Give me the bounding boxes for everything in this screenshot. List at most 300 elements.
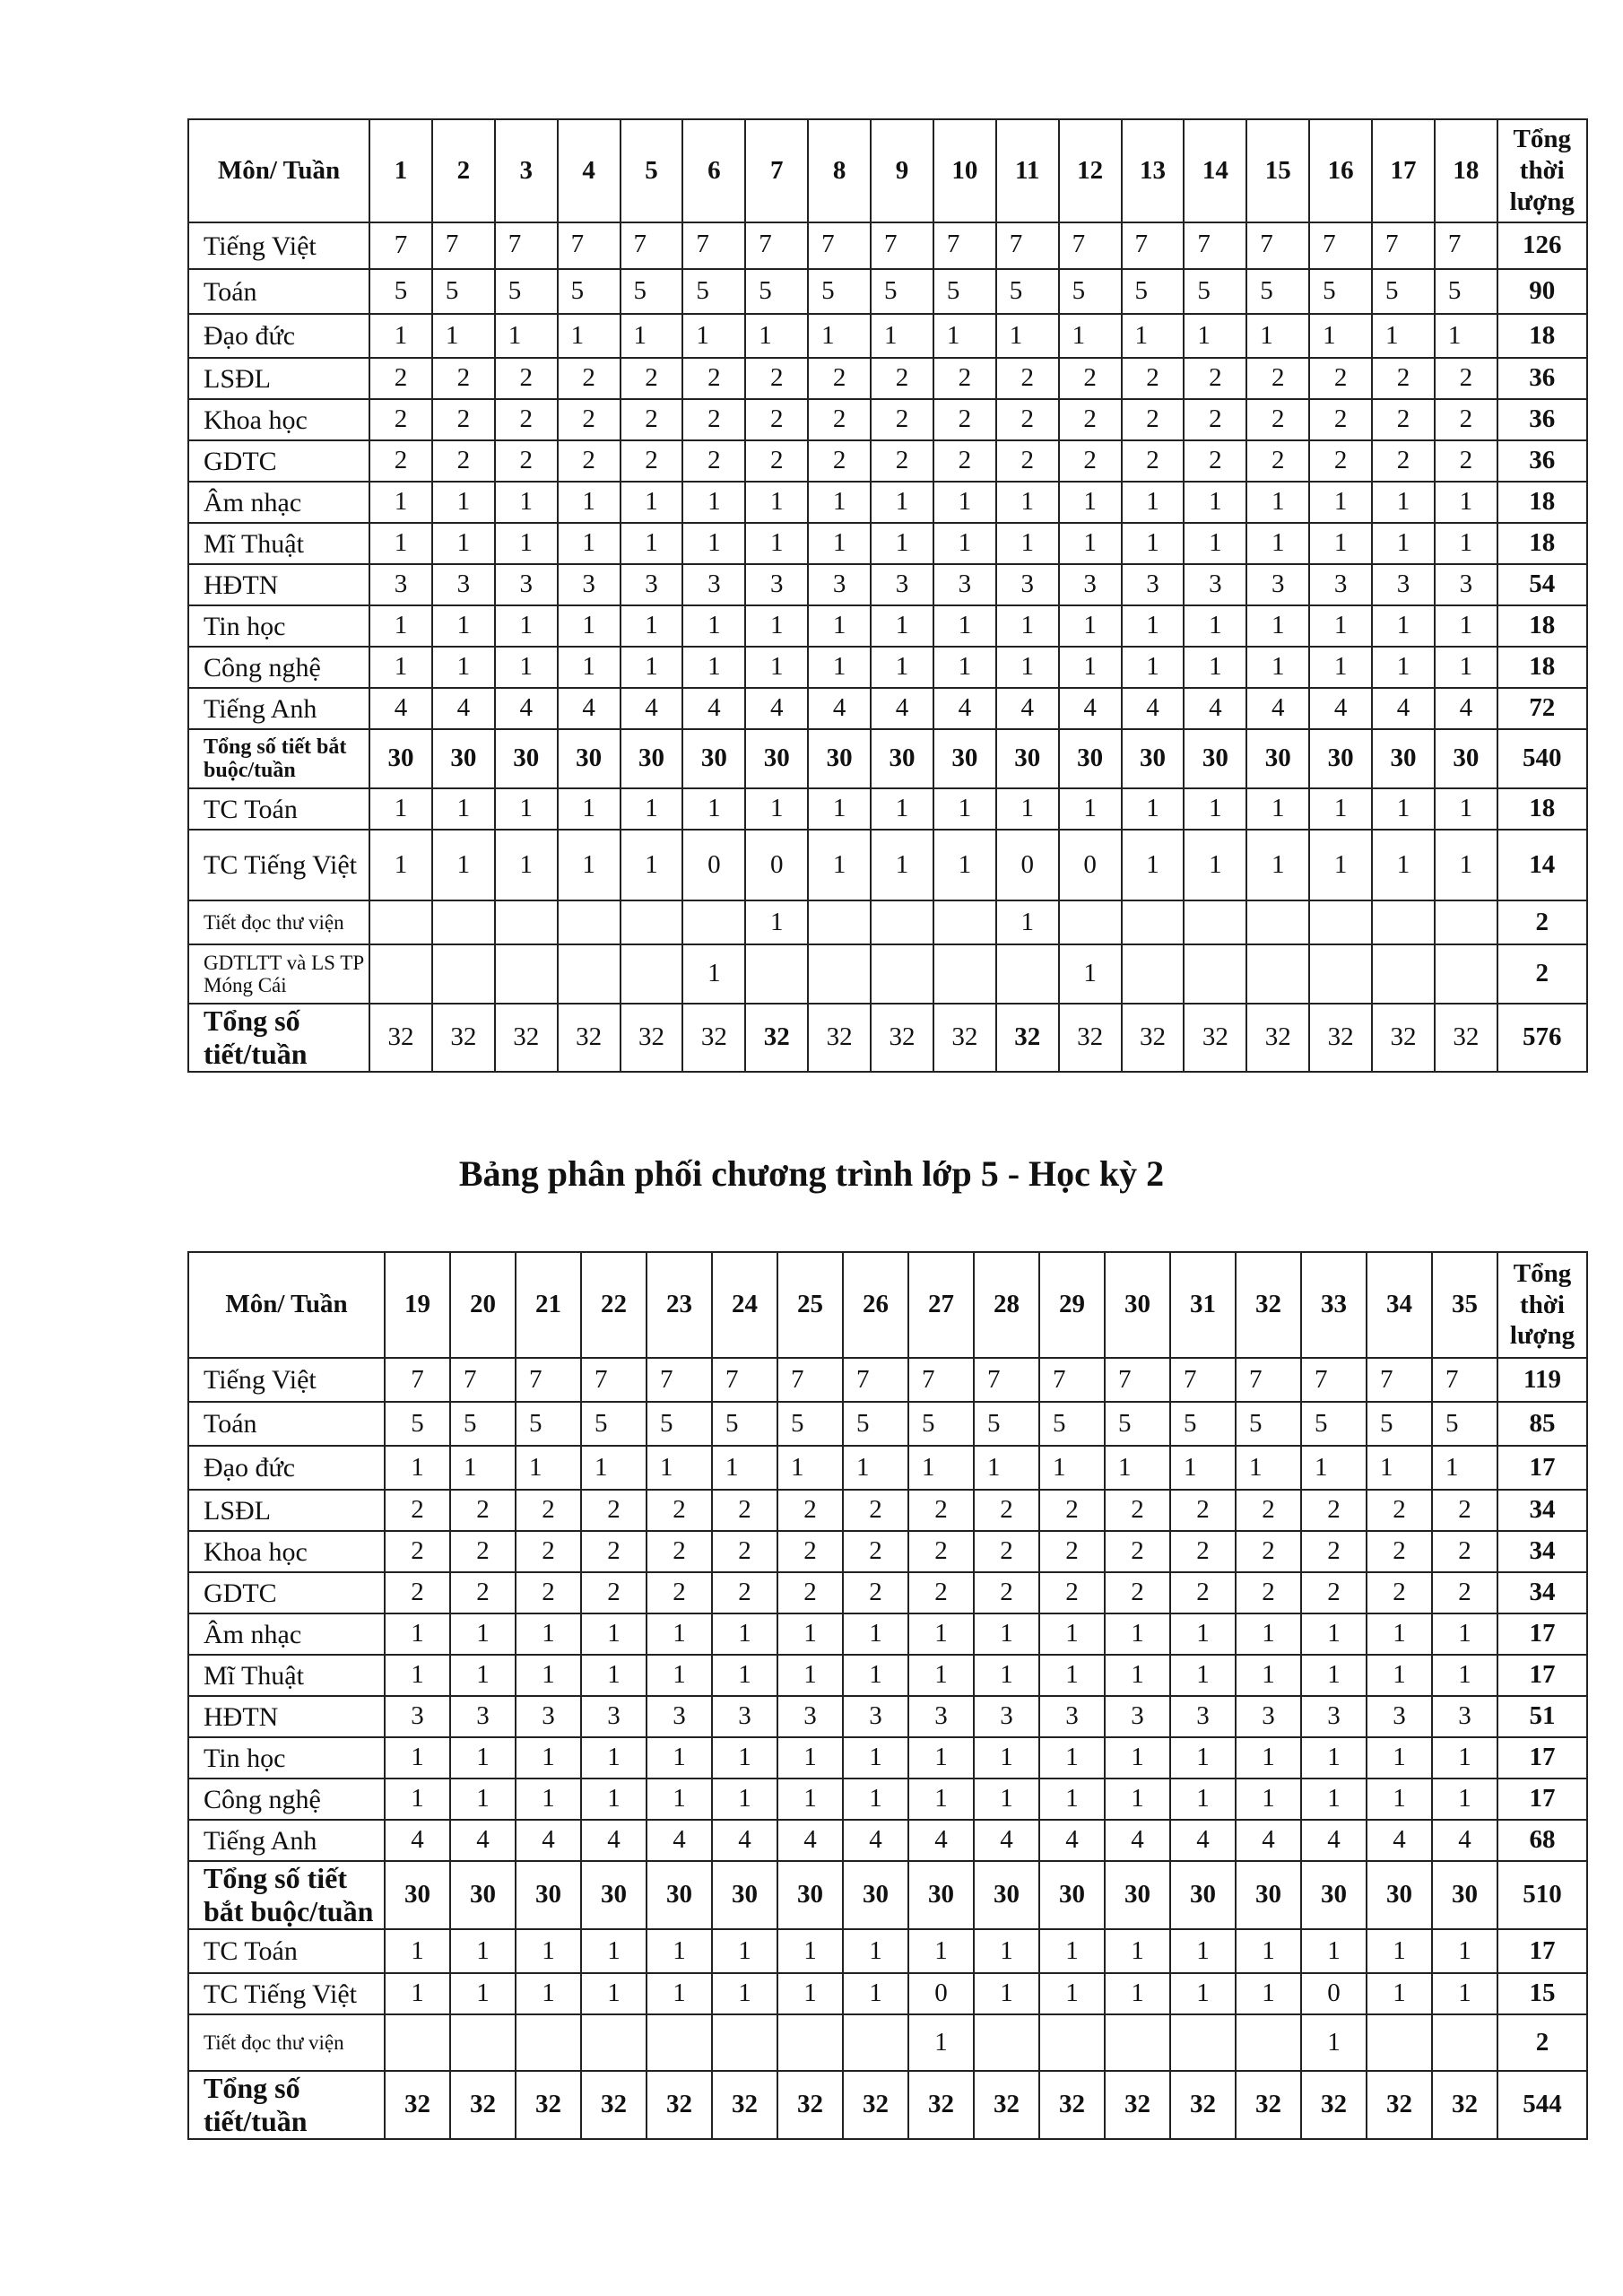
header-week: 7 [745,119,808,222]
week-cell: 7 [450,1358,516,1402]
week-cell: 1 [1367,1973,1432,2014]
week-cell: 32 [581,2071,647,2139]
row-subject-label: Tiết đọc thư viện [188,900,369,944]
week-cell: 1 [450,1446,516,1490]
week-cell: 30 [1039,1861,1105,1929]
week-cell: 0 [1301,1973,1367,2014]
week-cell: 5 [712,1402,777,1446]
week-cell: 4 [682,688,745,729]
week-cell: 7 [1435,222,1497,269]
week-cell: 1 [1367,1929,1432,1973]
week-cell: 1 [745,523,808,564]
week-cell: 1 [1367,1613,1432,1655]
table-row [188,1861,1587,1929]
week-cell: 5 [1432,1402,1497,1446]
week-cell: 1 [1432,1973,1497,2014]
week-cell: 1 [1309,830,1372,900]
week-cell: 32 [712,2071,777,2139]
week-cell: 5 [996,269,1059,314]
table-row [188,222,1587,269]
week-cell: 1 [1105,1929,1170,1973]
week-cell: 32 [908,2071,974,2139]
week-cell: 1 [808,605,871,647]
week-cell: 1 [1122,482,1185,523]
week-cell: 1 [1059,788,1122,830]
week-cell: 3 [1184,564,1246,605]
week-cell: 5 [369,269,432,314]
header-week: 28 [974,1252,1039,1358]
week-cell: 1 [558,788,621,830]
week-cell: 1 [933,830,996,900]
week-cell: 7 [1184,222,1246,269]
row-subject-label: TC Toán [188,788,369,830]
week-cell: 1 [712,1655,777,1696]
week-cell: 1 [808,523,871,564]
header-week: 9 [871,119,933,222]
header-week: 18 [1435,119,1497,222]
week-cell: 30 [432,729,495,788]
week-cell [974,2014,1039,2071]
week-cell: 5 [1184,269,1246,314]
week-cell: 4 [712,1820,777,1861]
week-cell: 2 [1435,358,1497,399]
week-cell: 2 [1122,440,1185,482]
week-cell: 32 [432,1004,495,1072]
week-cell: 1 [558,605,621,647]
table-row [188,1696,1587,1737]
week-cell: 4 [1309,688,1372,729]
week-cell: 1 [1246,314,1309,358]
week-cell [385,2014,450,2071]
week-cell: 5 [1301,1402,1367,1446]
week-cell: 32 [385,2071,450,2139]
table-row [188,2071,1587,2139]
row-total: 2 [1497,944,1587,1004]
week-cell: 30 [450,1861,516,1929]
row-total: 18 [1497,523,1587,564]
week-cell: 1 [933,482,996,523]
week-cell: 5 [933,269,996,314]
row-subject-label: HĐTN [188,1696,385,1737]
week-cell: 1 [745,482,808,523]
week-cell: 4 [808,688,871,729]
table-row [188,482,1587,523]
week-cell: 1 [682,523,745,564]
week-cell: 7 [581,1358,647,1402]
week-cell: 3 [996,564,1059,605]
week-cell: 1 [621,647,683,688]
week-cell: 2 [908,1531,974,1572]
week-cell: 7 [933,222,996,269]
week-cell: 2 [933,440,996,482]
week-cell: 4 [996,688,1059,729]
week-cell: 5 [777,1402,843,1446]
week-cell: 1 [1246,647,1309,688]
week-cell: 1 [516,1737,581,1779]
week-cell: 1 [777,1613,843,1655]
week-cell: 2 [516,1572,581,1613]
week-cell: 1 [558,647,621,688]
week-cell: 7 [745,222,808,269]
week-cell: 32 [843,2071,908,2139]
week-cell: 30 [908,1861,974,1929]
week-cell [432,944,495,1004]
week-cell: 7 [1236,1358,1301,1402]
week-cell: 1 [712,1973,777,2014]
week-cell: 1 [516,1929,581,1973]
week-cell: 32 [1170,2071,1236,2139]
week-cell: 1 [745,900,808,944]
week-cell: 1 [933,605,996,647]
week-cell: 1 [1170,1613,1236,1655]
header-week: 32 [1236,1252,1301,1358]
week-cell: 1 [1309,523,1372,564]
week-cell: 3 [1170,1696,1236,1737]
week-cell: 1 [1039,1655,1105,1696]
week-cell: 2 [1105,1572,1170,1613]
week-cell: 3 [516,1696,581,1737]
week-cell: 1 [1184,482,1246,523]
week-cell: 1 [621,830,683,900]
week-cell: 1 [369,523,432,564]
week-cell: 2 [432,358,495,399]
week-cell: 4 [581,1820,647,1861]
week-cell: 2 [1184,440,1246,482]
week-cell: 2 [647,1490,712,1531]
week-cell: 1 [843,1779,908,1820]
week-cell: 3 [450,1696,516,1737]
week-cell: 2 [777,1531,843,1572]
header-week: 34 [1367,1252,1432,1358]
week-cell: 1 [871,314,933,358]
week-cell: 3 [1059,564,1122,605]
week-cell: 1 [621,482,683,523]
week-cell: 4 [1236,1820,1301,1861]
week-cell: 1 [385,1446,450,1490]
week-cell: 1 [908,1929,974,1973]
row-subject-label: Mĩ Thuật [188,1655,385,1696]
week-cell: 1 [843,1655,908,1696]
week-cell [808,944,871,1004]
week-cell: 1 [1435,830,1497,900]
week-cell: 1 [1301,1929,1367,1973]
week-cell: 7 [871,222,933,269]
week-cell: 2 [1246,399,1309,440]
header-week: 3 [495,119,558,222]
week-cell [745,944,808,1004]
week-cell: 1 [558,482,621,523]
week-cell: 1 [1184,788,1246,830]
week-cell: 1 [1059,314,1122,358]
week-cell: 1 [432,482,495,523]
row-subject-label: LSĐL [188,358,369,399]
week-cell: 2 [647,1531,712,1572]
week-cell: 2 [516,1490,581,1531]
week-cell: 32 [777,2071,843,2139]
row-total: 36 [1497,399,1587,440]
week-cell: 3 [933,564,996,605]
week-cell: 1 [1367,1655,1432,1696]
week-cell: 1 [647,1973,712,2014]
week-cell: 7 [516,1358,581,1402]
week-cell: 2 [1246,440,1309,482]
week-cell [1246,944,1309,1004]
week-cell: 1 [745,647,808,688]
week-cell: 1 [1059,523,1122,564]
week-cell: 1 [843,1737,908,1779]
week-cell: 3 [1372,564,1435,605]
week-cell: 2 [996,358,1059,399]
row-total: 36 [1497,440,1587,482]
table-row [188,1446,1587,1490]
week-cell: 1 [933,647,996,688]
row-total: 544 [1497,2071,1587,2139]
week-cell [516,2014,581,2071]
row-total: 17 [1497,1737,1587,1779]
row-total: 126 [1497,222,1587,269]
week-cell: 1 [647,1446,712,1490]
week-cell [432,900,495,944]
header-total-duration [1497,1252,1587,1358]
week-cell: 2 [1309,440,1372,482]
week-cell: 1 [1435,788,1497,830]
week-cell: 0 [908,1973,974,2014]
week-cell: 2 [1039,1572,1105,1613]
week-cell: 7 [1301,1358,1367,1402]
week-cell: 7 [369,222,432,269]
week-cell: 1 [908,1446,974,1490]
row-subject-label: TC Toán [188,1929,385,1973]
week-cell [712,2014,777,2071]
row-subject-label: Khoa học [188,1531,385,1572]
row-total: 90 [1497,269,1587,314]
row-total: 18 [1497,647,1587,688]
week-cell: 7 [1122,222,1185,269]
week-cell: 1 [682,605,745,647]
table-row [188,647,1587,688]
header-week: 8 [808,119,871,222]
week-cell: 1 [581,1655,647,1696]
row-total: 2 [1497,900,1587,944]
week-cell: 2 [450,1531,516,1572]
week-cell: 3 [682,564,745,605]
week-cell: 2 [933,399,996,440]
week-cell: 1 [1039,1446,1105,1490]
week-cell: 5 [1236,1402,1301,1446]
week-cell: 1 [996,900,1059,944]
week-cell [1432,2014,1497,2071]
week-cell: 1 [1301,1613,1367,1655]
week-cell: 1 [1105,1655,1170,1696]
week-cell: 2 [432,440,495,482]
row-total: 119 [1497,1358,1587,1402]
week-cell: 1 [450,1613,516,1655]
week-cell: 1 [871,830,933,900]
week-cell: 1 [516,1446,581,1490]
week-cell: 4 [777,1820,843,1861]
week-cell: 5 [1170,1402,1236,1446]
week-cell: 5 [385,1402,450,1446]
week-cell: 1 [1059,605,1122,647]
week-cell: 1 [1246,830,1309,900]
week-cell: 32 [1309,1004,1372,1072]
week-cell: 1 [450,1973,516,2014]
week-cell: 5 [871,269,933,314]
week-cell: 2 [1432,1572,1497,1613]
week-cell: 5 [1435,269,1497,314]
week-cell: 1 [1059,944,1122,1004]
row-total: 18 [1497,788,1587,830]
week-cell: 1 [1432,1929,1497,1973]
table-row [188,1531,1587,1572]
week-cell: 1 [1309,314,1372,358]
week-cell: 2 [581,1490,647,1531]
week-cell: 1 [1170,1655,1236,1696]
week-cell: 3 [1309,564,1372,605]
week-cell [1367,2014,1432,2071]
table-row [188,523,1587,564]
week-cell: 2 [1435,440,1497,482]
week-cell: 5 [450,1402,516,1446]
week-cell [495,900,558,944]
week-cell: 30 [1236,1861,1301,1929]
week-cell: 1 [871,605,933,647]
week-cell: 1 [558,830,621,900]
week-cell: 4 [745,688,808,729]
row-subject-label: LSĐL [188,1490,385,1531]
week-cell: 0 [1059,830,1122,900]
table-row [188,1779,1587,1820]
week-cell: 5 [432,269,495,314]
week-cell: 32 [516,2071,581,2139]
week-cell: 30 [1170,1861,1236,1929]
header-week: 2 [432,119,495,222]
week-cell: 1 [432,788,495,830]
week-cell: 2 [1309,358,1372,399]
week-cell: 2 [369,358,432,399]
row-total: 34 [1497,1531,1587,1572]
week-cell: 2 [495,358,558,399]
week-cell: 2 [450,1572,516,1613]
week-cell: 1 [432,605,495,647]
week-cell: 30 [1309,729,1372,788]
row-subject-label: Tiếng Anh [188,1820,385,1861]
week-cell: 1 [745,788,808,830]
week-cell: 1 [808,482,871,523]
week-cell: 32 [1236,2071,1301,2139]
week-cell: 30 [1435,729,1497,788]
row-total: 18 [1497,482,1587,523]
week-cell: 32 [745,1004,808,1072]
week-cell: 1 [369,830,432,900]
header-subject-week: Môn/ Tuần [188,119,369,222]
week-cell: 1 [1059,647,1122,688]
week-cell: 1 [647,1929,712,1973]
week-cell: 1 [558,314,621,358]
week-cell [1246,900,1309,944]
header-week: 11 [996,119,1059,222]
week-cell: 1 [1122,314,1185,358]
row-subject-label: Tin học [188,1737,385,1779]
week-cell: 1 [1309,605,1372,647]
week-cell: 1 [516,1613,581,1655]
week-cell: 30 [1059,729,1122,788]
week-cell: 30 [974,1861,1039,1929]
week-cell [369,900,432,944]
week-cell: 2 [1372,358,1435,399]
week-cell: 32 [1372,1004,1435,1072]
week-cell: 1 [1432,1655,1497,1696]
row-subject-label: Đạo đức [188,1446,385,1490]
week-cell: 7 [712,1358,777,1402]
week-cell: 1 [1372,647,1435,688]
header-week: 24 [712,1252,777,1358]
week-cell: 1 [647,1737,712,1779]
week-cell: 1 [1105,1973,1170,2014]
header-week: 5 [621,119,683,222]
semester1-schedule-table [187,118,1588,1073]
week-cell: 32 [933,1004,996,1072]
header-week: 10 [933,119,996,222]
week-cell: 2 [621,399,683,440]
week-cell: 1 [974,1737,1039,1779]
week-cell: 30 [1372,729,1435,788]
week-cell: 30 [1301,1861,1367,1929]
week-cell: 1 [621,605,683,647]
week-cell: 1 [369,788,432,830]
table-row [188,358,1587,399]
week-cell: 5 [1105,1402,1170,1446]
week-cell: 30 [996,729,1059,788]
week-cell: 32 [647,2071,712,2139]
header-week: 33 [1301,1252,1367,1358]
week-cell: 2 [432,399,495,440]
week-cell: 1 [933,523,996,564]
week-cell: 32 [1435,1004,1497,1072]
week-cell: 1 [1435,647,1497,688]
week-cell: 1 [777,1973,843,2014]
header-week: 29 [1039,1252,1105,1358]
week-cell: 7 [1246,222,1309,269]
header-week: 23 [647,1252,712,1358]
week-cell: 30 [843,1861,908,1929]
week-cell [1184,944,1246,1004]
week-cell: 2 [682,358,745,399]
row-subject-label: Tổng số tiết bắt buộc/tuần [188,729,369,788]
week-cell [495,944,558,1004]
week-cell: 2 [871,358,933,399]
week-cell: 2 [1309,399,1372,440]
week-cell: 1 [1039,1929,1105,1973]
week-cell: 2 [1435,399,1497,440]
week-cell: 3 [1122,564,1185,605]
week-cell: 1 [871,482,933,523]
header-week: 25 [777,1252,843,1358]
week-cell: 30 [558,729,621,788]
week-cell: 30 [1184,729,1246,788]
row-subject-label: TC Tiếng Việt [188,830,369,900]
week-cell: 2 [647,1572,712,1613]
week-cell: 5 [808,269,871,314]
header-week: 17 [1372,119,1435,222]
week-cell: 2 [1367,1531,1432,1572]
week-cell: 4 [647,1820,712,1861]
week-cell: 7 [843,1358,908,1402]
week-cell: 1 [1184,830,1246,900]
week-cell: 2 [1059,399,1122,440]
week-cell: 1 [745,605,808,647]
week-cell: 5 [581,1402,647,1446]
